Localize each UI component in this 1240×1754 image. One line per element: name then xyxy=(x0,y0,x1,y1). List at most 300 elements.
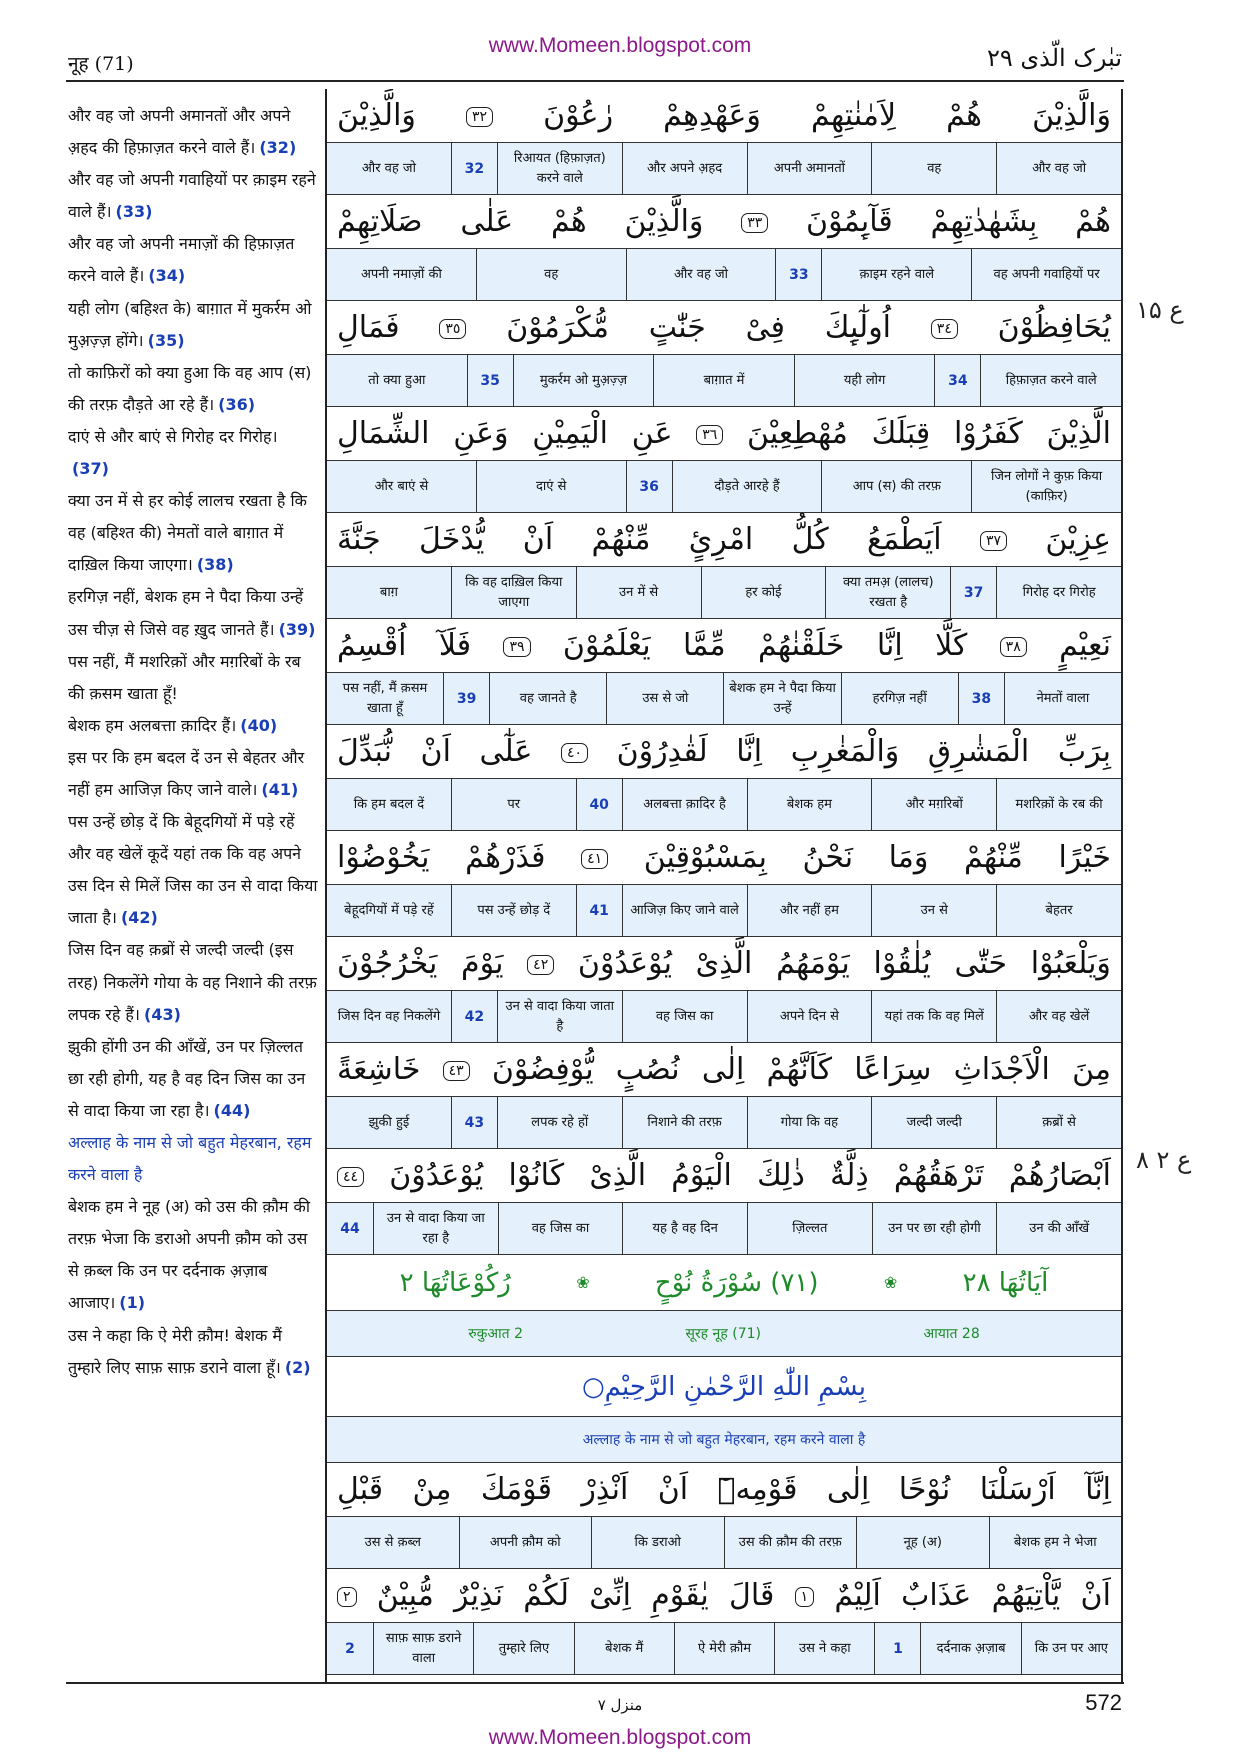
verse-number: (41) xyxy=(261,779,299,799)
ayah-end-marker: ٣٨ xyxy=(1000,637,1027,657)
word-translation-cell: अपनी नमाज़ों की xyxy=(360,266,442,282)
translation-text: क्या उन में से हर कोई लालच रखता है कि वह (बहिश्त की) नेमतों वाले बाग़ात में दाख़िल किया जाएगा। xyxy=(68,491,307,575)
verse-block-1 xyxy=(327,89,1121,1255)
word-translation-cell: ऐ मेरी क़ौम xyxy=(674,1623,774,1674)
arabic-verse-row xyxy=(327,619,1121,673)
arabic-word: خَاشِعَةً xyxy=(337,1052,421,1087)
arabic-word: فَمَالِ xyxy=(337,310,400,345)
ayah-end-marker: ٣٢ xyxy=(466,107,493,127)
header-rule xyxy=(66,80,1124,82)
translation-text: दाएं से और बाएं से गिरोह दर गिरोह। xyxy=(68,426,278,446)
arabic-word: اَنْ xyxy=(420,734,451,769)
arabic-word: وَعَنِ xyxy=(453,416,509,451)
word-translation-cell: क़ाइम रहने वाले xyxy=(821,249,971,300)
word-translation-cell: लपक रहे हों xyxy=(497,1097,622,1148)
word-translation-cell: अपने दिन से xyxy=(747,991,872,1042)
word-by-word-column xyxy=(325,89,1123,1682)
word-translation-cell: उस ने कहा xyxy=(774,1623,874,1674)
word-translation-cell: उन से वादा किया जा रहा है xyxy=(373,1203,498,1254)
verse-number-cell: 33 xyxy=(775,249,821,300)
arabic-word: كَلَّا xyxy=(935,628,968,663)
translation-paragraph xyxy=(68,742,318,806)
word-translation-cell: जिस दिन वह निकलेंगे xyxy=(337,1008,441,1024)
word-translation-cell: झुकी हुई xyxy=(368,1114,410,1130)
translation-text: अल्लाह के नाम से जो बहुत मेहरबान, रहम करने वाला है xyxy=(68,1133,312,1185)
translation-text: जिस दिन वह क़ब्रों से जल्दी जल्दी (इस तरह) निकलेंगे गोया के वह निशाने की तरफ़ लपक रहे हैं। xyxy=(68,940,317,1024)
arabic-word: الْمَشٰرِقِ xyxy=(927,734,1030,769)
word-translation-cell: बेशक हम ने पैदा किया उन्हें xyxy=(723,673,840,724)
translation-paragraph xyxy=(68,228,318,292)
translation-text: झुकी होंगी उन की आँखें, उन पर ज़िल्लत छा रही होगी, यह है वह दिन जिस का उन से वादा किया जा रहा है। xyxy=(68,1036,306,1120)
arabic-word: يَّاْتِيَهُمْ xyxy=(991,1578,1061,1613)
translation-paragraph xyxy=(68,1320,318,1384)
word-translation-cell: तुम्हारे लिए xyxy=(473,1623,573,1674)
arabic-word: يٰقَوْمِ xyxy=(651,1578,709,1613)
word-translation-cell: अलबत्ता क़ादिर है xyxy=(622,779,747,830)
website-url-top[interactable]: www.Momeen.blogspot.com xyxy=(488,34,752,57)
arabic-word: نَذِيْرٌ xyxy=(454,1578,504,1613)
arabic-word: كَاَنَّهُمْ xyxy=(766,1052,833,1087)
word-translation-cell: मशरिक़ों के रब की xyxy=(996,779,1121,830)
translation-text: यही लोग (बहिश्त के) बाग़ात में मुकर्रम ओ मुअ़ज़्ज़ होंगे। xyxy=(68,298,312,350)
word-translation-cell: क्या तमअ़ (लालच) रखता है xyxy=(825,567,950,618)
bismillah-arabic: بِسْمِ اللّٰهِ الرَّحْمٰنِ الرَّحِيْمِ○ xyxy=(327,1357,1121,1417)
translation-paragraph xyxy=(68,485,318,581)
ruku-marker-2: ع ۲ ۸ xyxy=(1136,1146,1192,1174)
arabic-word: عَلٰى xyxy=(460,204,514,239)
arabic-word: نَحْنُ xyxy=(802,840,854,875)
word-translation-cell: और अपने अ़हद xyxy=(622,143,747,194)
arabic-word: جَنَّةَ xyxy=(337,522,381,557)
ayah-end-marker: ٤٤ xyxy=(337,1167,364,1187)
verse-number-cell: 36 xyxy=(626,461,672,512)
verse-number-cell: 44 xyxy=(340,1220,360,1237)
arabic-word: اَنْ xyxy=(1080,1578,1111,1613)
arabic-verse-row xyxy=(327,1569,1121,1623)
arabic-word: وَيَلْعَبُوْا xyxy=(1030,946,1111,981)
arabic-word: وَالَّذِيْنَ xyxy=(624,204,704,239)
word-translation-cell: और बाएं से xyxy=(374,478,429,494)
arabic-verse-row xyxy=(327,407,1121,461)
word-translation-cell: दर्दनाक अ़ज़ाब xyxy=(920,1623,1020,1674)
word-translation-row xyxy=(327,1097,1121,1149)
arabic-word: قِبَلَكَ xyxy=(871,416,931,451)
arabic-word: الْيَمِيْنِ xyxy=(532,416,608,451)
surah-ayat-arabic: آيَاتُهَا ٢٨ xyxy=(962,1267,1049,1298)
verse-number-cell: 34 xyxy=(934,355,980,406)
translation-text: पस उन्हें छोड़ दें कि बेहूदगियों में पड़े रहें और वह खेलें कूदें यहां तक कि वह अपने उस दिन से मिलें जिस का उन से वादा किया जाता है। xyxy=(68,812,318,928)
arabic-word: يُحَافِظُوْنَ xyxy=(997,310,1111,345)
word-translation-cell: कि वह दाख़िल किया जाएगा xyxy=(451,567,576,618)
verse-number-cell: 42 xyxy=(451,991,497,1042)
arabic-word: يَوْمَهُمُ xyxy=(776,946,850,981)
word-translation-cell: उस की क़ौम की तरफ़ xyxy=(724,1517,857,1568)
word-translation-cell: बाग़ xyxy=(379,584,398,600)
arabic-word: الْاَجْدَاثِ xyxy=(953,1052,1050,1087)
arabic-word: لَكُمْ xyxy=(523,1578,569,1613)
verse-number-cell: 40 xyxy=(576,779,622,830)
arabic-word: الَّذِيْنَ xyxy=(1046,416,1111,451)
word-translation-cell: बेशक हम xyxy=(747,779,872,830)
arabic-word: مِّنْهُمْ xyxy=(591,522,651,557)
arabic-word: عَذَابٌ xyxy=(901,1578,972,1613)
ruku-marker-1: ع ۱۵ xyxy=(1136,296,1184,324)
word-translation-cell: उस से जो xyxy=(606,673,723,724)
word-translation-cell: कि उन पर आए xyxy=(1021,1623,1121,1674)
word-translation-cell: अपनी क़ौम को xyxy=(459,1517,592,1568)
verse-number: (32) xyxy=(259,138,297,158)
arabic-word: كُلُّ xyxy=(791,522,829,557)
translation-text: और वह जो अपनी अमानतों और अपने अ़हद की हिफ़ाज़त करने वाले हैं। xyxy=(68,106,291,158)
verse-number: (43) xyxy=(144,1004,181,1024)
word-translation-cell: बेहतर xyxy=(996,885,1121,936)
arabic-word: سِرَاعًا xyxy=(854,1052,932,1087)
arabic-word: فِىْ xyxy=(745,310,785,345)
verse-number-cell: 38 xyxy=(958,673,1004,724)
word-translation-cell: आजिज़ किए जाने वाले xyxy=(622,885,747,936)
surah-title-row xyxy=(327,1255,1121,1311)
word-translation-row xyxy=(327,991,1121,1043)
translation-paragraph xyxy=(68,357,318,421)
arabic-word: اُولٰٓىِٕكَ xyxy=(824,310,892,345)
word-translation-row xyxy=(327,355,1121,407)
word-translation-cell: और नहीं हम xyxy=(747,885,872,936)
arabic-word: بِرَبِّ xyxy=(1057,734,1112,769)
translation-text: बेशक हम ने नूह (अ) को उस की क़ौम की तरफ़ भेजा कि डराओ अपनी क़ौम को उस से क़ब्ल कि उन पर दर्दनाक अ़ज़ाब आजाए। xyxy=(68,1197,310,1313)
website-url-bottom[interactable]: www.Momeen.blogspot.com xyxy=(488,1726,752,1749)
flower-icon: ❀ xyxy=(576,1273,590,1292)
ayah-end-marker: ٣٥ xyxy=(439,319,466,339)
surah-name-hindi: (71) सूरह नूह xyxy=(685,1326,761,1342)
translation-column xyxy=(68,100,318,1384)
arabic-word: يَخُوْضُوْا xyxy=(337,840,430,875)
translation-text: तो काफ़िरों को क्या हुआ कि वह आप (स) की तरफ़ दौड़ते आ रहे हैं। xyxy=(68,362,312,414)
word-translation-cell: गोया कि वह xyxy=(747,1097,872,1148)
word-translation-cell: निशाने की तरफ़ xyxy=(622,1097,747,1148)
arabic-word: يَوْمَ xyxy=(461,946,504,981)
translation-paragraph xyxy=(68,806,318,934)
word-translation-cell: नूह (अ) xyxy=(856,1517,989,1568)
word-translation-cell: हिफ़ाज़त करने वाले xyxy=(980,355,1121,406)
arabic-word: اَرْسَلْنَا xyxy=(979,1472,1056,1507)
arabic-verse-row xyxy=(327,1463,1121,1517)
arabic-word: هُمْ xyxy=(550,204,587,239)
flower-icon: ❀ xyxy=(883,1273,898,1292)
ayah-end-marker: ٣٧ xyxy=(980,531,1007,551)
translation-paragraph xyxy=(68,1127,318,1191)
ayah-end-marker: ٤٢ xyxy=(527,955,554,975)
translation-paragraph xyxy=(68,100,318,164)
arabic-word: يَعْلَمُوْنَ xyxy=(562,628,651,663)
arabic-word: حَتّٰى xyxy=(954,946,1008,981)
arabic-word: ذٰلِكَ xyxy=(757,1158,805,1193)
arabic-word: ذِلَّةٌ xyxy=(830,1158,869,1193)
ayah-end-marker: ٤٣ xyxy=(443,1061,470,1081)
arabic-verse-row xyxy=(327,831,1121,885)
word-translation-cell: साफ़ साफ़ डराने वाला xyxy=(373,1623,473,1674)
arabic-word: قَوْمِهٖٓ xyxy=(717,1472,798,1507)
arabic-verse-row xyxy=(327,937,1121,991)
arabic-word: نُوْحًا xyxy=(898,1472,951,1507)
arabic-verse-row xyxy=(327,1043,1121,1097)
arabic-word: فَذَرْهُمْ xyxy=(465,840,546,875)
translation-text: और वह जो अपनी गवाहियों पर क़ाइम रहने वाले हैं। xyxy=(68,170,316,222)
word-translation-cell: वह अपनी गवाहियों पर xyxy=(971,249,1121,300)
verse-number: (42) xyxy=(120,908,158,928)
arabic-word: رٰعُوْنَ xyxy=(543,98,614,133)
verse-number: (38) xyxy=(196,555,234,575)
verse-number: (36) xyxy=(218,394,256,414)
word-translation-row xyxy=(327,885,1121,937)
word-translation-cell: वह जिस का xyxy=(622,991,747,1042)
verse-number: (35) xyxy=(147,330,185,350)
word-translation-cell: और वह खेलें xyxy=(996,991,1121,1042)
word-translation-row xyxy=(327,673,1121,725)
verse-number: (44) xyxy=(213,1100,251,1120)
word-translation-cell: आप (स) की तरफ़ xyxy=(821,461,971,512)
verse-number-cell: 32 xyxy=(451,143,497,194)
word-translation-cell: ज़िल्लत xyxy=(747,1203,872,1254)
verse-number-cell: 43 xyxy=(451,1097,497,1148)
word-translation-row xyxy=(327,249,1121,301)
translation-text: पस नहीं, मैं मशरिक़ों और मग़रिबों के रब की क़सम खाता हूँ! xyxy=(68,651,301,703)
surah-ruku-arabic: رُكُوْعَاتُهَا ٢ xyxy=(399,1267,511,1298)
arabic-verse-row xyxy=(327,89,1121,143)
translation-text: और वह जो अपनी नमाज़ों की हिफ़ाज़त करने वाले हैं। xyxy=(68,234,295,286)
ayah-end-marker: ٣٣ xyxy=(741,213,768,233)
word-translation-cell: अपनी अमानतों xyxy=(747,143,872,194)
word-translation-cell: हरगिज़ नहीं xyxy=(841,673,958,724)
bismillah-hindi: अल्लाह के नाम से जो बहुत मेहरबान, रहम करने वाला है xyxy=(327,1417,1121,1463)
word-translation-cell: वह xyxy=(476,249,626,300)
arabic-verse-row xyxy=(327,301,1121,355)
word-translation-cell: दौड़ते आरहे हैं xyxy=(672,461,822,512)
arabic-word: مُّبِيْنٌ xyxy=(376,1578,434,1613)
arabic-word: اِنِّىْ xyxy=(589,1578,631,1613)
arabic-word: بِشَهٰدٰتِهِمْ xyxy=(930,204,1038,239)
arabic-word: مِّمَّا xyxy=(682,628,726,663)
arabic-word: مِنْ xyxy=(412,1472,452,1507)
word-translation-cell: उन की आँखें xyxy=(996,1203,1121,1254)
arabic-word: اِنَّا xyxy=(736,734,763,769)
translation-paragraph xyxy=(68,1191,318,1319)
arabic-word: نُصُبٍ xyxy=(615,1052,680,1087)
word-translation-cell: बेशक मैं xyxy=(574,1623,674,1674)
word-translation-cell: क़ब्रों से xyxy=(996,1097,1121,1148)
word-translation-cell: तो क्या हुआ xyxy=(368,372,426,388)
verse-number-cell: 41 xyxy=(576,885,622,936)
arabic-word: خَلَقْنٰهُمْ xyxy=(757,628,845,663)
word-translation-cell: बाग़ात में xyxy=(653,355,794,406)
surah-header-left: नूह (71) xyxy=(68,53,134,75)
arabic-word: الشِّمَالِ xyxy=(337,416,430,451)
arabic-word: يُّدْخَلَ xyxy=(419,522,485,557)
arabic-word: وَالَّذِيْنَ xyxy=(1032,98,1111,133)
word-translation-cell: उन पर छा रही होगी xyxy=(872,1203,997,1254)
arabic-word: قَآىِٕمُوْنَ xyxy=(806,204,893,239)
arabic-word: خَيْرًا xyxy=(1058,840,1111,875)
word-translation-cell: बेशक हम ने भेजा xyxy=(989,1517,1122,1568)
word-translation-cell: यही लोग xyxy=(794,355,935,406)
arabic-word: يُوْعَدُوْنَ xyxy=(389,1158,484,1193)
word-translation-cell: वह जानते है xyxy=(489,673,606,724)
arabic-word: يُّوْفِضُوْنَ xyxy=(491,1052,594,1087)
arabic-word: اَنْ xyxy=(522,522,554,557)
arabic-word: الَّذِىْ xyxy=(589,1158,647,1193)
arabic-word: اِنَّا xyxy=(876,628,903,663)
word-translation-cell: वह जिस का xyxy=(498,1203,623,1254)
arabic-word: اِلٰى xyxy=(826,1472,870,1507)
verse-number-cell: 1 xyxy=(874,1623,920,1674)
arabic-word: اَنْذِرْ xyxy=(581,1472,629,1507)
word-translation-cell: जल्दी जल्दी xyxy=(871,1097,996,1148)
word-translation-row xyxy=(327,1623,1121,1675)
arabic-word: اَبْصَارُهُمْ xyxy=(1008,1158,1111,1193)
translation-text: बेशक हम अलबत्ता क़ादिर हैं। xyxy=(68,715,237,735)
arabic-word: قَوْمَكَ xyxy=(480,1472,553,1507)
arabic-word: الَّذِىْ xyxy=(695,946,753,981)
verse-number: (34) xyxy=(148,266,186,286)
arabic-word: جَنّٰتٍ xyxy=(648,310,706,345)
word-translation-cell: और वह जो xyxy=(361,160,416,176)
word-translation-cell: हर कोई xyxy=(701,567,826,618)
footer-rule xyxy=(66,1682,1124,1684)
arabic-word: لِاَمٰنٰتِهِمْ xyxy=(811,98,897,133)
translation-paragraph xyxy=(68,710,318,742)
verse-number: (1) xyxy=(119,1293,146,1313)
arabic-word: يَخْرُجُوْنَ xyxy=(337,946,438,981)
ayah-end-marker: ٢ xyxy=(337,1587,357,1607)
arabic-word: امْرِئٍ xyxy=(688,522,754,557)
ayah-end-marker: ٤٠ xyxy=(561,743,588,763)
arabic-word: اَلِيْمٌ xyxy=(834,1578,881,1613)
surah-ruku-hindi: रुकुआत 2 xyxy=(468,1326,524,1342)
arabic-word: اُقْسِمُ xyxy=(337,628,407,663)
arabic-word: اِلٰى xyxy=(701,1052,745,1087)
word-translation-row xyxy=(327,567,1121,619)
word-translation-cell: और मग़रिबों xyxy=(871,779,996,830)
arabic-word: يُلٰقُوْا xyxy=(873,946,931,981)
verse-number-cell: 39 xyxy=(443,673,489,724)
arabic-verse-row xyxy=(327,513,1121,567)
verse-number: (39) xyxy=(278,619,316,639)
surah-name-arabic: (٧١) سُوْرَةُ نُوْحٍ xyxy=(654,1267,819,1298)
arabic-verse-row xyxy=(327,1149,1121,1203)
page-number: 572 xyxy=(1085,1690,1122,1715)
word-translation-cell: वह xyxy=(871,143,996,194)
arabic-word: عَنِ xyxy=(631,416,673,451)
arabic-word: قَبْلِ xyxy=(337,1472,384,1507)
verse-number: (40) xyxy=(240,715,278,735)
arabic-word: تَرْهَقُهُمْ xyxy=(893,1158,984,1193)
word-translation-cell: यहां तक कि वह मिलें xyxy=(871,991,996,1042)
arabic-word: الْيَوْمُ xyxy=(671,1158,732,1193)
verse-number: (37) xyxy=(72,459,109,479)
word-translation-cell: रिआयत (हिफ़ाज़त) करने वाले xyxy=(497,143,622,194)
arabic-word: صَلَاتِهِمْ xyxy=(337,204,423,239)
ayah-end-marker: ٣٦ xyxy=(696,425,723,445)
surah-ayat-hindi: आयात 28 xyxy=(923,1326,980,1342)
verse-number: (2) xyxy=(284,1357,311,1377)
word-translation-cell: उस से क़ब्ल xyxy=(364,1534,421,1550)
word-translation-row xyxy=(327,143,1121,195)
juz-header-right: تبٰرک الّذی ۲۹ xyxy=(986,44,1122,72)
arabic-word: اِنَّآ xyxy=(1085,1472,1111,1507)
arabic-word: نَعِيْمٍ xyxy=(1059,628,1111,663)
word-translation-cell: उन से xyxy=(871,885,996,936)
word-translation-cell: और वह जो xyxy=(996,143,1121,194)
arabic-word: مُهْطِعِيْنَ xyxy=(747,416,848,451)
arabic-word: فَلَآ xyxy=(438,628,472,663)
translation-text: इस पर कि हम बदल दें उन से बेहतर और नहीं हम आजिज़ किए जाने वाले। xyxy=(68,747,305,799)
arabic-word: هُمْ xyxy=(1075,204,1111,239)
arabic-word: قَالَ xyxy=(729,1578,775,1613)
arabic-word: كَانُوْا xyxy=(508,1158,565,1193)
word-translation-cell: जिन लोगों ने कुफ़ किया (काफ़िर) xyxy=(971,461,1121,512)
word-translation-cell: बेहूदगियों में पड़े रहें xyxy=(344,902,434,918)
arabic-word: مِنَ xyxy=(1072,1052,1111,1087)
word-translation-cell: पस नहीं, मैं क़सम खाता हूँ xyxy=(342,680,428,716)
ayah-end-marker: ٣٤ xyxy=(931,319,958,339)
word-translation-cell: पर xyxy=(451,779,576,830)
arabic-word: وَالْمَغٰرِبِ xyxy=(790,734,900,769)
ayah-end-marker: ٣٩ xyxy=(503,637,530,657)
arabic-word: بِمَسْبُوْقِيْنَ xyxy=(643,840,767,875)
translation-paragraph xyxy=(68,421,318,485)
word-translation-cell: दाएं से xyxy=(476,461,626,512)
verse-number-cell: 2 xyxy=(345,1640,355,1657)
arabic-word: يُوْعَدُوْنَ xyxy=(577,946,672,981)
word-translation-cell: कि डराओ xyxy=(591,1517,724,1568)
arabic-word: مُّكْرَمُوْنَ xyxy=(506,310,609,345)
surah-title-hindi-row xyxy=(327,1311,1121,1357)
translation-text: उस ने कहा कि ऐ मेरी क़ौम! बेशक मैं तुम्हारे लिए साफ़ साफ़ डराने वाला हूँ। xyxy=(68,1325,282,1377)
arabic-word: اَنْ xyxy=(657,1472,689,1507)
translation-paragraph xyxy=(68,1031,318,1127)
translation-text: हरगिज़ नहीं, बेशक हम ने पैदा किया उन्हें उस चीज़ से जिसे वह ख़ुद जानते हैं। xyxy=(68,587,304,639)
arabic-verse-row xyxy=(327,725,1121,779)
arabic-verse-row xyxy=(327,195,1121,249)
word-translation-cell: पस उन्हें छोड़ दें xyxy=(451,885,576,936)
word-translation-row xyxy=(327,461,1121,513)
arabic-word: عَلٰٓى xyxy=(479,734,533,769)
arabic-word: اَيَطْمَعُ xyxy=(866,522,942,557)
word-translation-cell: नेमतों वाला xyxy=(1004,673,1121,724)
arabic-word: نُّبَدِّلَ xyxy=(337,734,392,769)
manzil-label: منزل ۷ xyxy=(597,1696,643,1714)
arabic-word: وَالَّذِيْنَ xyxy=(337,98,416,133)
arabic-word: وَمَا xyxy=(888,840,929,875)
translation-paragraph xyxy=(68,646,318,710)
word-translation-row xyxy=(327,1203,1121,1255)
translation-paragraph xyxy=(68,934,318,1030)
arabic-word: وَعَهْدِهِمْ xyxy=(663,98,761,133)
translation-paragraph xyxy=(68,164,318,228)
arabic-word: عِزِيْنَ xyxy=(1045,522,1111,557)
arabic-word: مِّنْهُمْ xyxy=(963,840,1023,875)
verse-block-2 xyxy=(327,1463,1121,1675)
word-translation-row xyxy=(327,1517,1121,1569)
arabic-word: لَقٰدِرُوْنَ xyxy=(616,734,708,769)
word-translation-cell: यह है वह दिन xyxy=(622,1203,747,1254)
verse-number-cell: 37 xyxy=(950,567,996,618)
word-translation-cell: उन में से xyxy=(576,567,701,618)
word-translation-cell: गिरोह दर गिरोह xyxy=(996,567,1121,618)
word-translation-cell: और वह जो xyxy=(626,249,776,300)
translation-paragraph xyxy=(68,581,318,645)
ayah-end-marker: ١ xyxy=(795,1587,815,1607)
ayah-end-marker: ٤١ xyxy=(581,849,608,869)
